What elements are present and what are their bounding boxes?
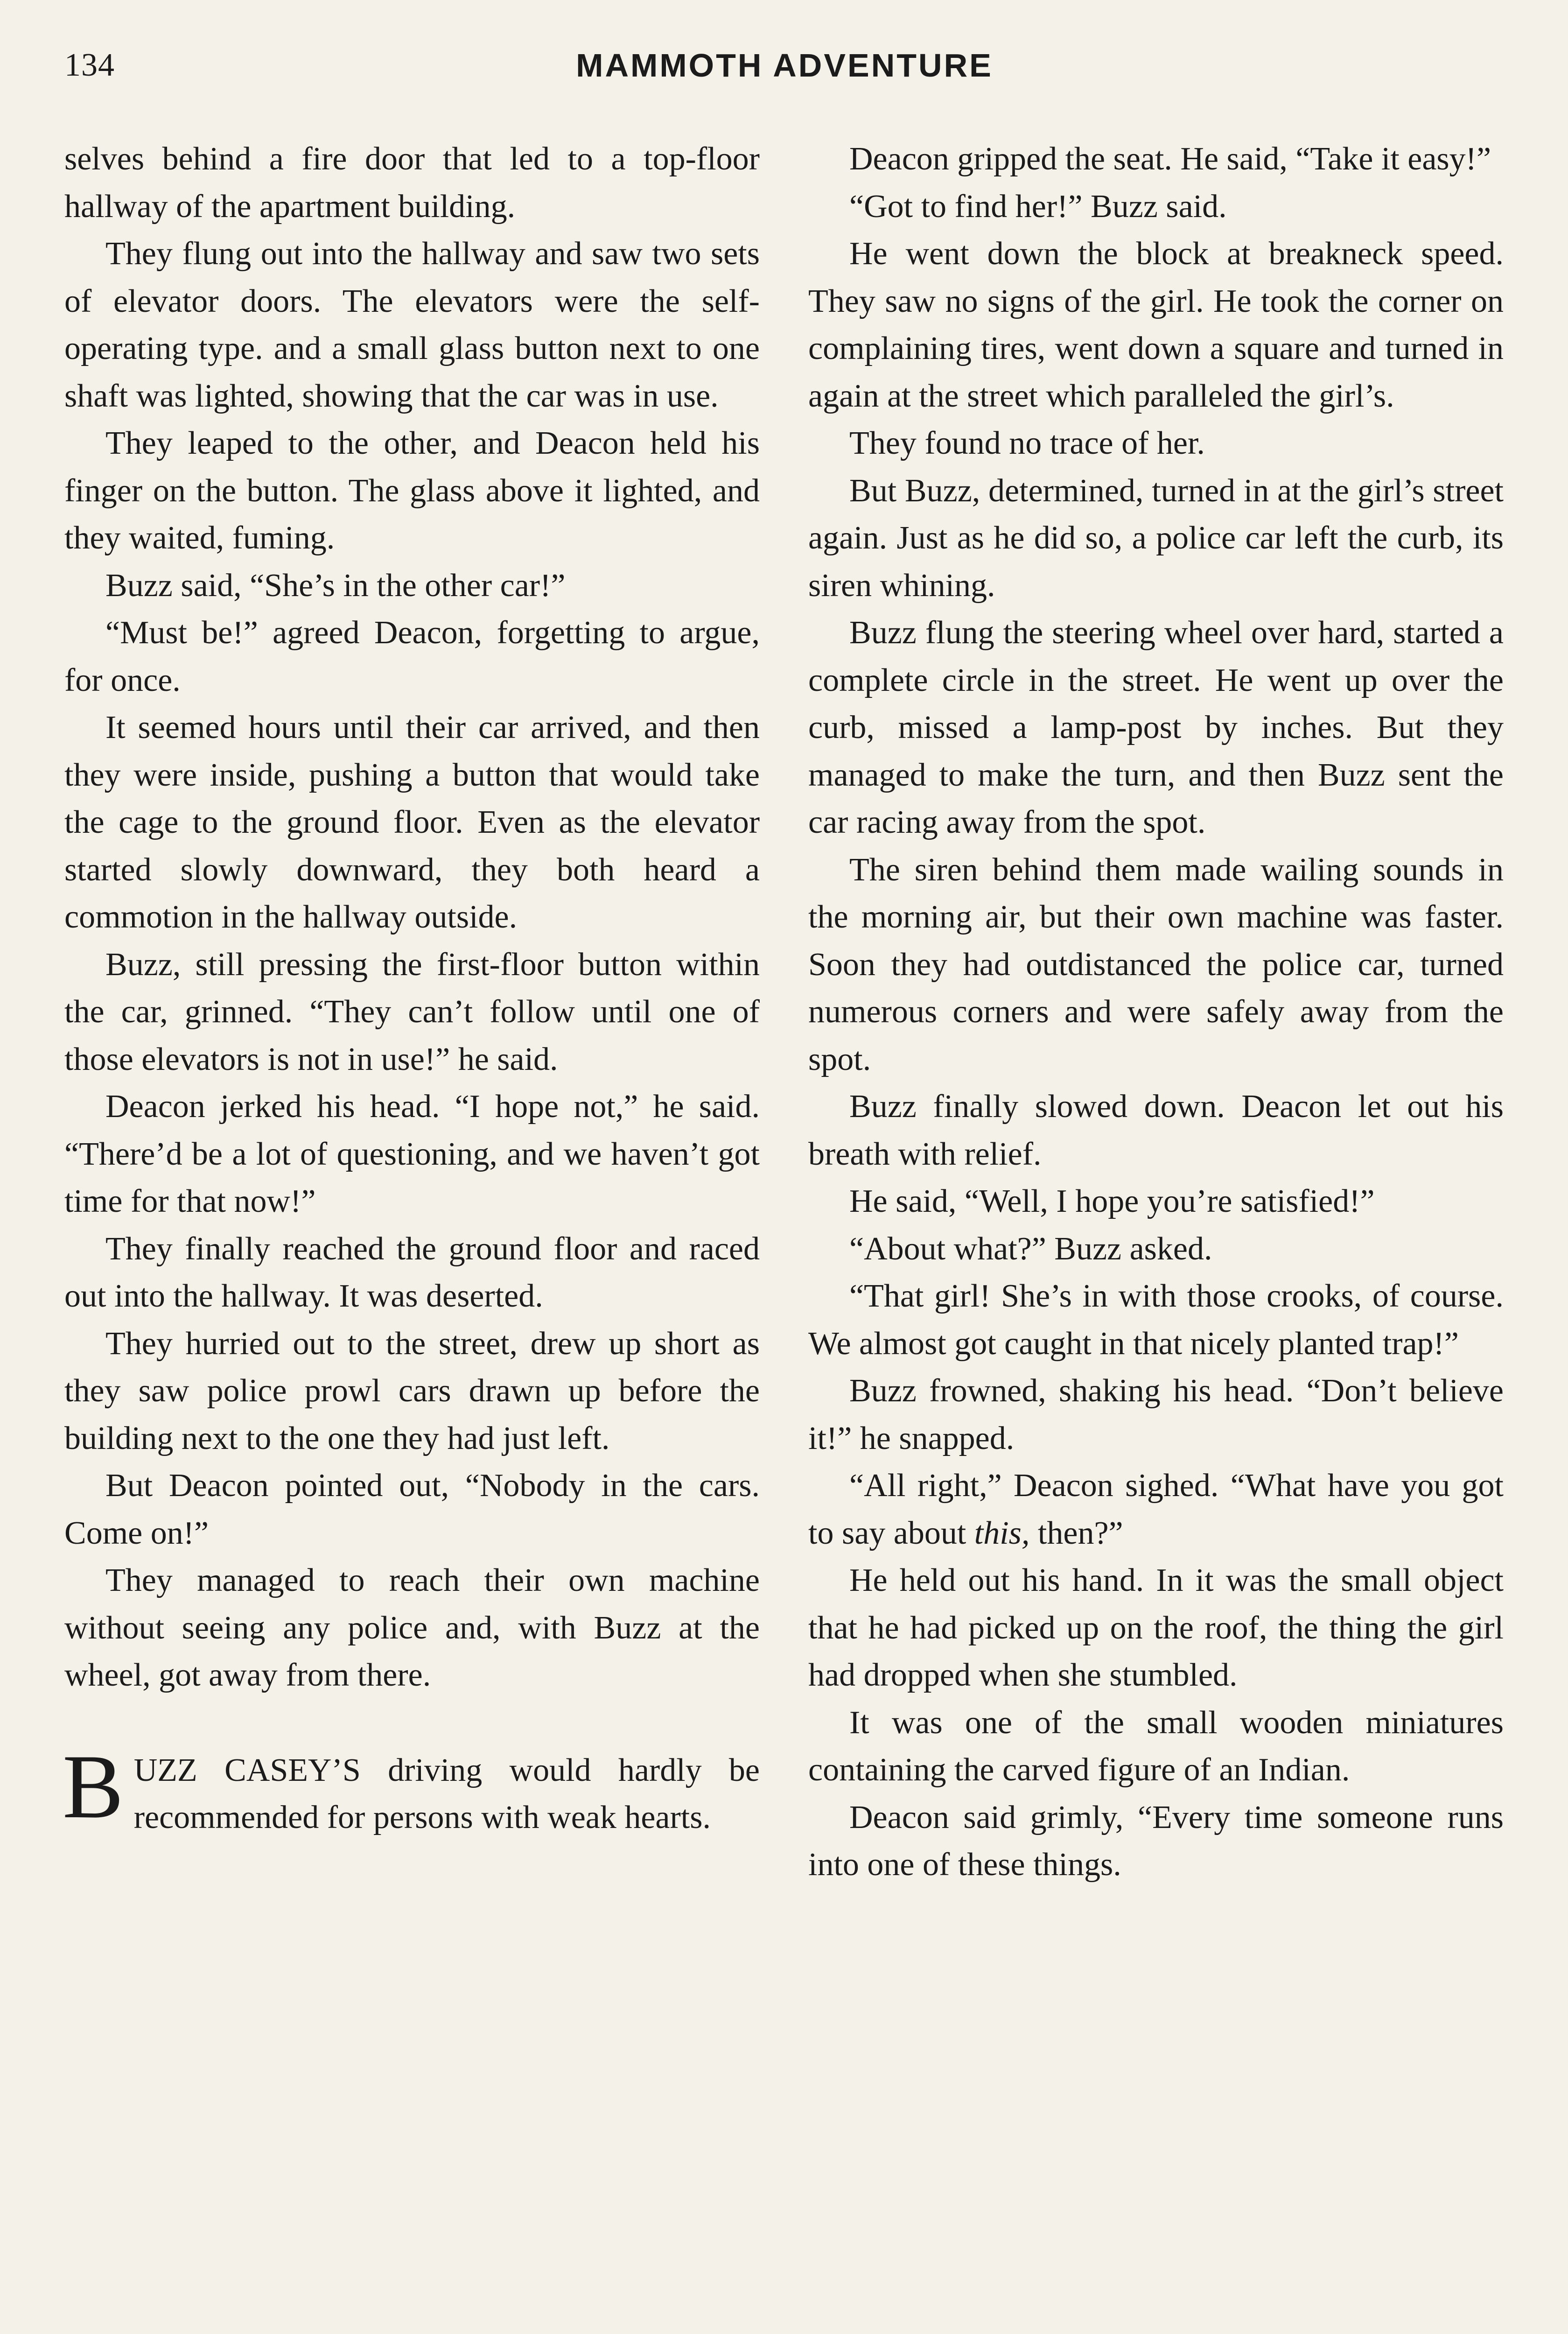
paragraph: Buzz said, “She’s in the other car!” — [105, 567, 566, 604]
paragraph: It seemed hours until their car arrived, and then they were inside, pushing a button that would take the cage to the ground floor. Even as the elevator started slowly downward, they both heard a commotion in the hallway outside. — [64, 710, 760, 935]
paragraph: He held out his hand. In it was the small object that he had picked up on the roof, the thing the girl had dropped when she stumbled. — [808, 1562, 1504, 1693]
paragraph: Buzz finally slowed down. Deacon let out his breath with relief. — [808, 1089, 1504, 1172]
left-column — [64, 135, 760, 1842]
text-run: “All right,” Deacon sighed. “What have you got to say about — [808, 1468, 1504, 1551]
paragraph: The siren behind them made wailing sounds in the morning air, but their own machine was faster. Soon they had outdistanced the police car, turned numerous corners and were safely away from the spot. — [808, 851, 1504, 1077]
paragraph: They finally reached the ground floor and raced out into the hallway. It was deserted. — [64, 1230, 760, 1314]
text-run: then?” — [1029, 1515, 1123, 1551]
right-column — [808, 135, 1504, 1889]
paragraph: But Buzz, determined, turned in at the girl’s street again. Just as he did so, a police car left the curb, its siren whining. — [808, 472, 1504, 604]
paragraph: “About what?” Buzz asked. — [849, 1230, 1212, 1267]
paragraph: It was one of the small wooden miniatures containing the carved figure of an Indian. — [808, 1704, 1504, 1788]
section-opening-text: UZZ CASEY’S driving would hardly be recommended for persons with weak hearts. — [133, 1752, 760, 1835]
drop-cap: B — [63, 1736, 124, 1837]
italic-text: this, — [974, 1515, 1030, 1551]
paragraph: He went down the block at breakneck speed. They saw no signs of the girl. He took the corner on complaining tires, went down a square and turned in again at the street which paralleled the girl’s. — [808, 236, 1504, 414]
paragraph: “That girl! She’s in with those crooks, of course. We almost got caught in that nicely planted trap!” — [808, 1278, 1504, 1362]
paragraph: Deacon gripped the seat. He said, “Take it easy!” — [849, 141, 1491, 177]
paragraph: They hurried out to the street, drew up short as they saw police prowl cars drawn up before the building next to the one they had just left. — [64, 1325, 760, 1456]
paragraph: Deacon jerked his head. “I hope not,” he said. “There’d be a lot of questioning, and we haven’t got time for that now!” — [64, 1089, 760, 1219]
page-header — [64, 47, 1505, 98]
paragraph: “Got to find her!” Buzz said. — [849, 188, 1227, 225]
page-number: 134 — [64, 47, 115, 83]
paragraph: Deacon said grimly, “Every time someone runs into one of these things. — [808, 1799, 1504, 1883]
paragraph: They managed to reach their own machine without seeing any police and, with Buzz at the wheel, got away from there. — [64, 1562, 760, 1693]
paragraph: They flung out into the hallway and saw two sets of elevator doors. The elevators were the self-operating type. and a small glass button next to one shaft was lighted, showing that the car was in use. — [64, 236, 760, 414]
section-opening-paragraph — [63, 1736, 760, 1842]
paragraph: Buzz flung the steering wheel over hard, started a complete circle in the street. He went up over the curb, missed a lamp-post by inches. But they managed to make the turn, and then Buzz sent the car racing away from the spot. — [808, 615, 1504, 840]
paragraph — [808, 1462, 1504, 1557]
paragraph: Buzz frowned, shaking his head. “Don’t believe it!” he snapped. — [808, 1373, 1504, 1456]
paragraph: They found no trace of her. — [849, 425, 1205, 461]
paragraph: “Must be!” agreed Deacon, forgetting to argue, for once. — [64, 615, 760, 698]
paragraph: Buzz, still pressing the first-floor button within the car, grinned. “They can’t follow until one of those elevators is not in use!” he said. — [64, 946, 760, 1077]
paragraph: They leaped to the other, and Deacon held his finger on the button. The glass above it lighted, and they waited, fuming. — [64, 425, 760, 556]
paragraph: He said, “Well, I hope you’re satisfied!” — [849, 1183, 1375, 1219]
paragraph: But Deacon pointed out, “Nobody in the cars. Come on!” — [64, 1468, 760, 1551]
running-title: MAMMOTH ADVENTURE — [576, 47, 993, 84]
paragraph: selves behind a fire door that led to a top-floor hallway of the apartment building. — [64, 141, 760, 225]
